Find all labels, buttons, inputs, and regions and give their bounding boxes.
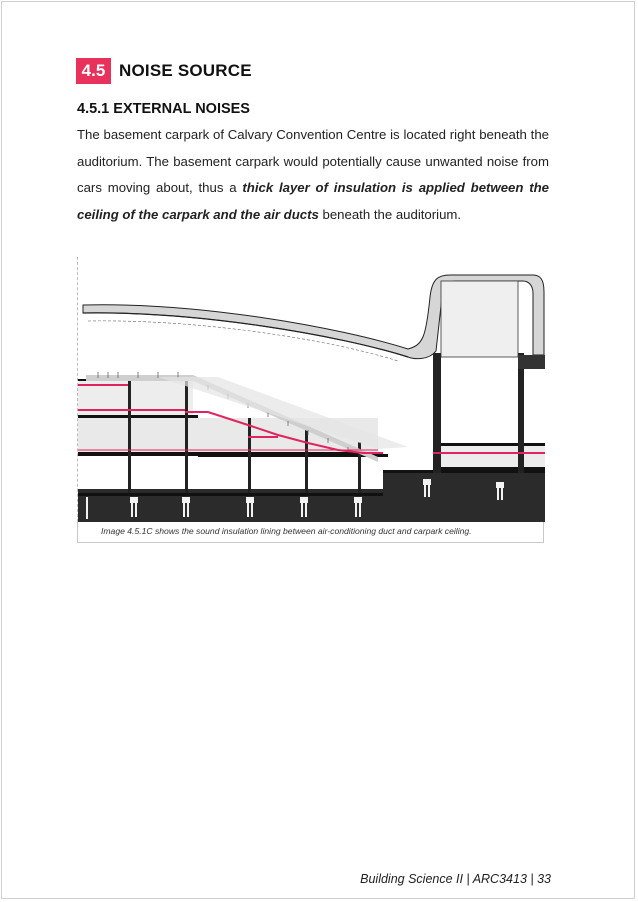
right-service-block bbox=[518, 355, 545, 369]
body-paragraph bbox=[77, 122, 549, 228]
subsection-title: 4.5.1 EXTERNAL NOISES bbox=[77, 101, 250, 117]
section-number-badge: 4.5 bbox=[76, 58, 111, 84]
page-footer: Building Science II | ARC3413 | 33 bbox=[360, 872, 551, 886]
paragraph-emphasis: thick layer of insulation is applied between the ceiling of the carpark and the air ducts bbox=[77, 180, 550, 222]
stage-tower bbox=[441, 281, 518, 357]
building-section-drawing bbox=[78, 257, 545, 522]
section-drawing-figure bbox=[77, 257, 545, 522]
right-floor-fill bbox=[433, 446, 545, 467]
section-title: NOISE SOURCE bbox=[119, 61, 252, 80]
paragraph-text-1: The basement carpark of Calvary Convention Centre is located right beneath the auditorium. The basement carpark would potentially cause unwanted noise from cars moving about, thus a bbox=[77, 127, 549, 195]
figure-caption: Image 4.5.1C shows the sound insulation lining between air-conditioning duct and carpark ceiling. bbox=[101, 526, 472, 536]
basement-slab-right bbox=[383, 472, 545, 489]
paragraph-text-2: beneath the auditorium. bbox=[318, 206, 462, 222]
section-heading bbox=[76, 58, 252, 84]
